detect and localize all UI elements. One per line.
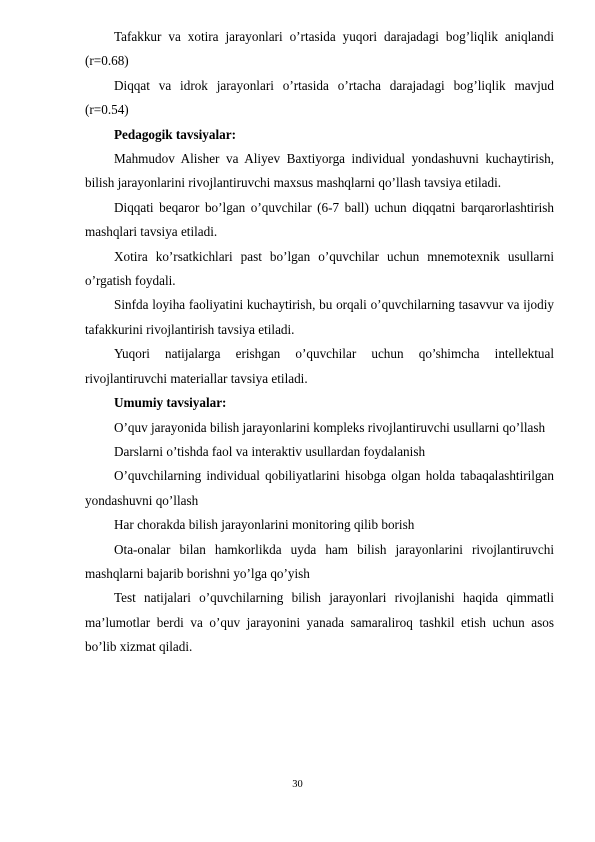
paragraph-parent-cooperation: Ota-onalar bilan hamkorlikda uyda ham bilish jarayonlarini rivojlantiruvchi mashqlarni bajarib borishni yo’lga qo’yish [85,541,554,581]
paragraph-test-results-conclusion: Test natijalari o’quvchilarning bilish jarayonlari rivojlanishi haqida qimmatli ma’lumotlar berdi va o’quv jarayonini yanada samaraliroq tashkil etish uchun asos bo’lib xizmat qiladi. [85,590,554,655]
paragraph-quarterly-monitoring: Har chorakda bilish jarayonlarini monitoring qilib borish [114,517,415,533]
paragraph-advanced-materials: Yuqori natijalarga erishgan o’quvchilar uchun qo’shimcha intellektual rivojlantiruvchi materiallar tavsiya etiladi. [85,346,554,386]
paragraph-attention-perception-correlation: Diqqat va idrok jarayonlari o’rtasida o’rtacha darajadagi bog’liqlik mavjud (r=0.54) [85,77,554,118]
paragraph-interactive-methods: Darslarni o’tishda faol va interaktiv usullardan foydalanish [114,443,426,459]
paragraph-attention-exercises: Diqqati beqaror bo’lgan o’quvchilar (6-7 ball) uchun diqqatni barqarorlashtirish mashqlari tavsiya etiladi. [85,199,554,240]
paragraph-individual-approach: Mahmudov Alisher va Aliyev Baxtiyorga individual yondashuvni kuchaytirish, bilish jarayonlarini rivojlantiruvchi maxsus mashqlarni qo’llash tavsiya etiladi. [85,151,554,191]
paragraph-complex-methods: O’quv jarayonida bilish jarayonlarini kompleks rivojlantiruvchi usullarni qo’llash [114,419,546,435]
paragraph-differentiated-approach: O’quvchilarning individual qobiliyatlarini hisobga olgan holda tabaqalashtirilgan yondashuvni qo’llash [85,468,554,508]
paragraph-project-activity: Sinfda loyiha faoliyatini kuchaytirish, bu orqali o’quvchilarning tasavvur va ijodiy tafakkurini rivojlantirish tavsiya etiladi. [85,297,554,337]
heading-general-recommendations: Umumiy tavsiyalar: [114,395,227,411]
document-body [85,25,554,660]
heading-pedagogical-recommendations: Pedagogik tavsiyalar: [114,126,236,142]
paragraph-thinking-memory-correlation: Tafakkur va xotira jarayonlari o’rtasida yuqori darajadagi bog’liqlik aniqlandi (r=0.68) [85,29,554,69]
page-number: 30 [292,779,303,790]
paragraph-mnemonic-methods: Xotira ko’rsatkichlari past bo’lgan o’quvchilar uchun mnemotexnik usullarni o’rgatish foydali. [85,248,554,289]
